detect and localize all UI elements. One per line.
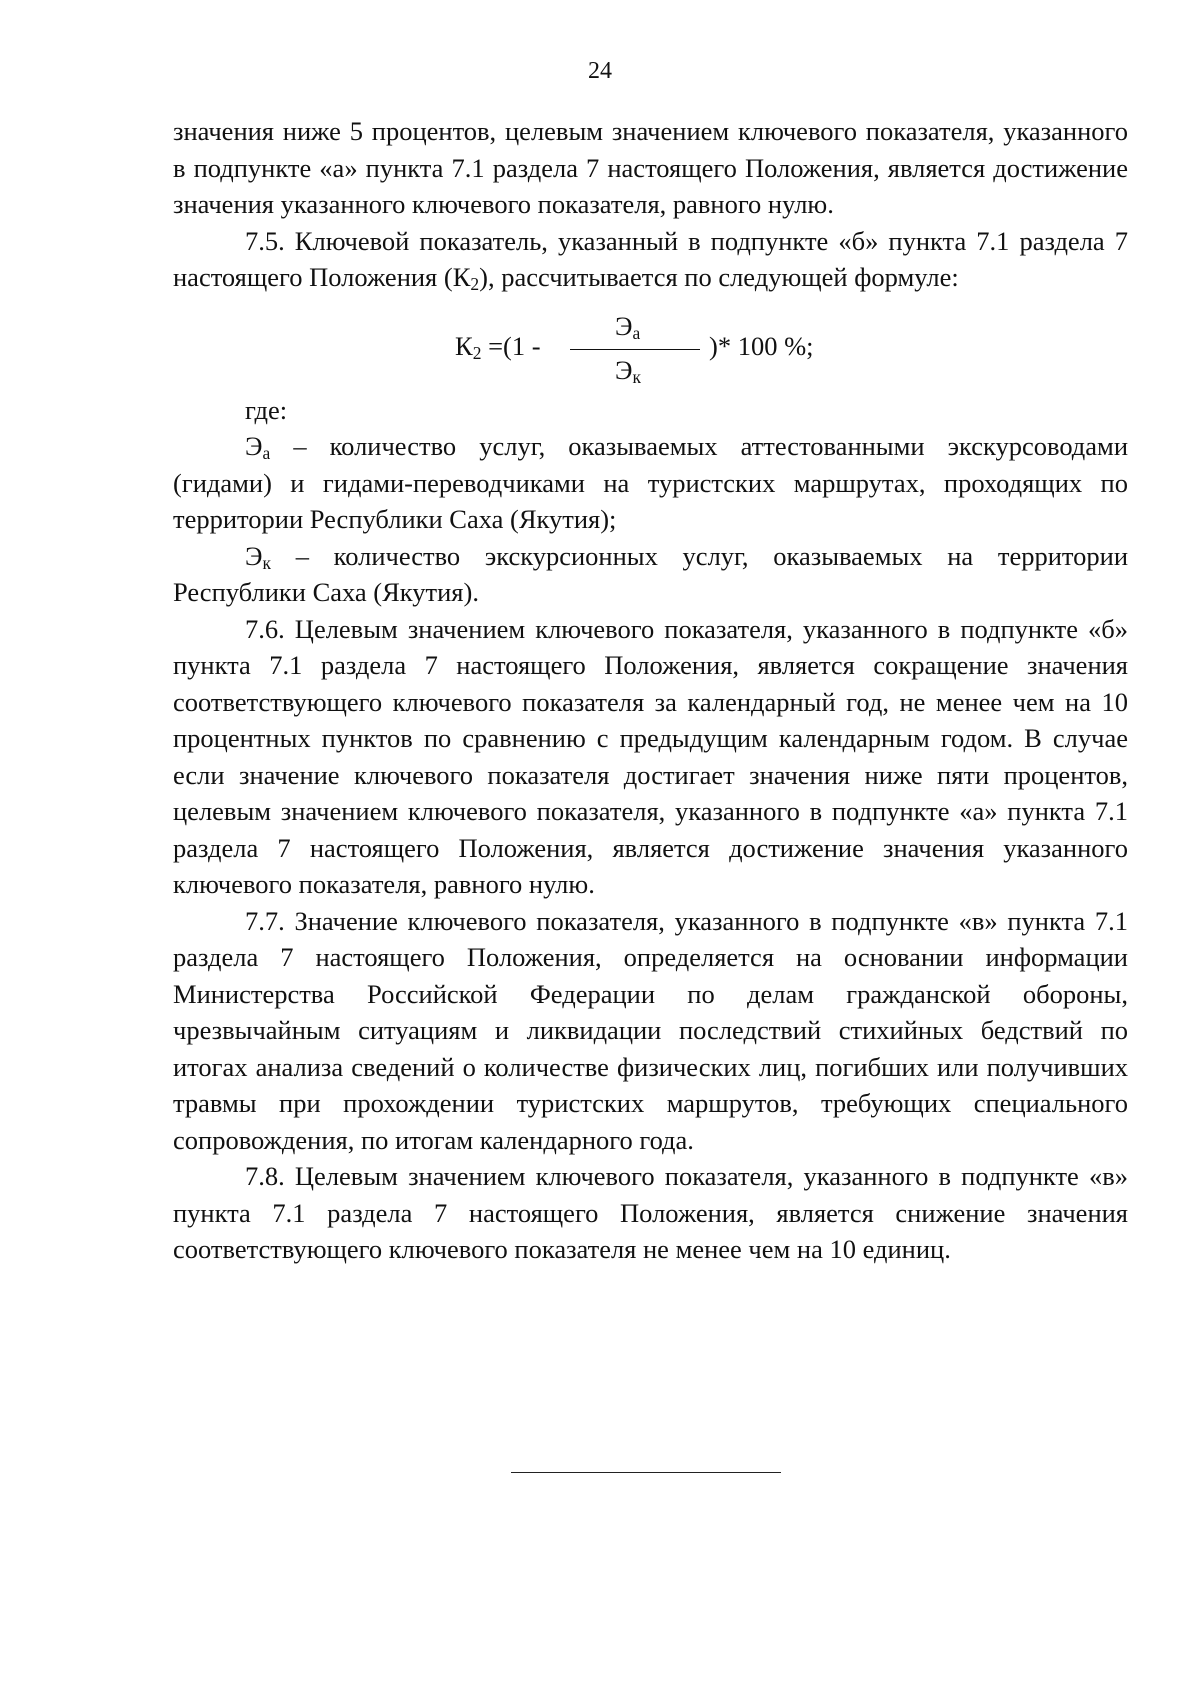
- definition-ea-symbol: Э: [245, 431, 263, 461]
- definition-ek-subscript: к: [262, 552, 271, 573]
- formula-numerator-subscript: а: [632, 322, 641, 343]
- page-number: 24: [588, 58, 612, 84]
- definition-ea-text: – количество услуг, оказываемых аттестованными экскурсоводами (гидами) и гидами-переводчиками на туристских маршрутах, проходящих по территории Республики Саха (Якутия);: [173, 431, 1128, 534]
- formula-numerator: [615, 308, 640, 345]
- document-body: [173, 113, 1128, 1268]
- formula-open-part: =(1 -: [481, 330, 541, 361]
- definition-ek-text: – количество экскурсионных услуг, оказываемых на территории Республики Саха (Якутия).: [173, 540, 1128, 607]
- paragraph-7-5-subscript: 2: [470, 273, 480, 294]
- paragraph-continuation: значения ниже 5 процентов, целевым значением ключевого показателя, указанного в подпункте «а» пункта 7.1 раздела 7 настоящего Положения, является достижение значения указанного ключевого показателя, равного нулю.: [173, 116, 1128, 219]
- paragraph-7-5-text-b: ), рассчитывается по следующей формуле:: [479, 262, 959, 292]
- formula-k2: [173, 308, 1128, 392]
- paragraph-7-8: 7.8. Целевым значением ключевого показателя, указанного в подпункте «в» пункта 7.1 раздела 7 настоящего Положения, является снижение значения соответствующего ключевого показателя не менее чем на 10 единиц.: [173, 1161, 1128, 1264]
- definition-ek: [173, 538, 1128, 611]
- paragraph-7-6: 7.6. Целевым значением ключевого показателя, указанного в подпункте «б» пункта 7.1 раздела 7 настоящего Положения, является сокращение значения соответствующего ключевого показателя за календарный год, не менее чем на 10 процентных пунктов по сравнению с предыдущим календарным годом. В случае если значение ключевого показателя достигает значения ниже пяти процентов, целевым значением ключевого показателя, указанного в подпункте «а» пункта 7.1 раздела 7 настоящего Положения, является достижение значения указанного ключевого показателя, равного нулю.: [173, 613, 1128, 899]
- formula-numerator-symbol: Э: [615, 310, 633, 341]
- paragraph-7-5-text-a: 7.5. Ключевой показатель, указанный в подпункте «б» пункта 7.1 раздела 7 настоящего Положения (К: [173, 225, 1128, 292]
- formula-denominator-symbol: Э: [615, 354, 633, 385]
- formula-left-side: [455, 328, 541, 365]
- where-label: где:: [245, 394, 288, 425]
- formula-right-side: )* 100 %;: [709, 330, 814, 361]
- formula-denominator: [615, 352, 641, 389]
- formula-denominator-subscript: к: [632, 366, 641, 387]
- definition-ea-subscript: а: [262, 442, 271, 463]
- formula-k-subscript: 2: [472, 342, 482, 363]
- document-end-rule: [511, 1472, 781, 1473]
- formula-k-symbol: К: [455, 330, 473, 361]
- definition-ek-symbol: Э: [245, 540, 263, 571]
- definition-ea: [173, 428, 1128, 538]
- paragraph-7-5: [173, 223, 1128, 296]
- paragraph-7-7: 7.7. Значение ключевого показателя, указанного в подпункте «в» пункта 7.1 раздела 7 настоящего Положения, определяется на основании информации Министерства Российской Федерации по делам гражданской обороны, чрезвычайным ситуациям и ликвидации последствий стихийных бедствий по итогах анализа сведений о количестве физических лиц, погибших или получивших травмы при прохождении туристских маршрутов, требующих специального сопровождения, по итогам календарного года.: [173, 905, 1128, 1155]
- formula-fraction-line: [570, 349, 700, 350]
